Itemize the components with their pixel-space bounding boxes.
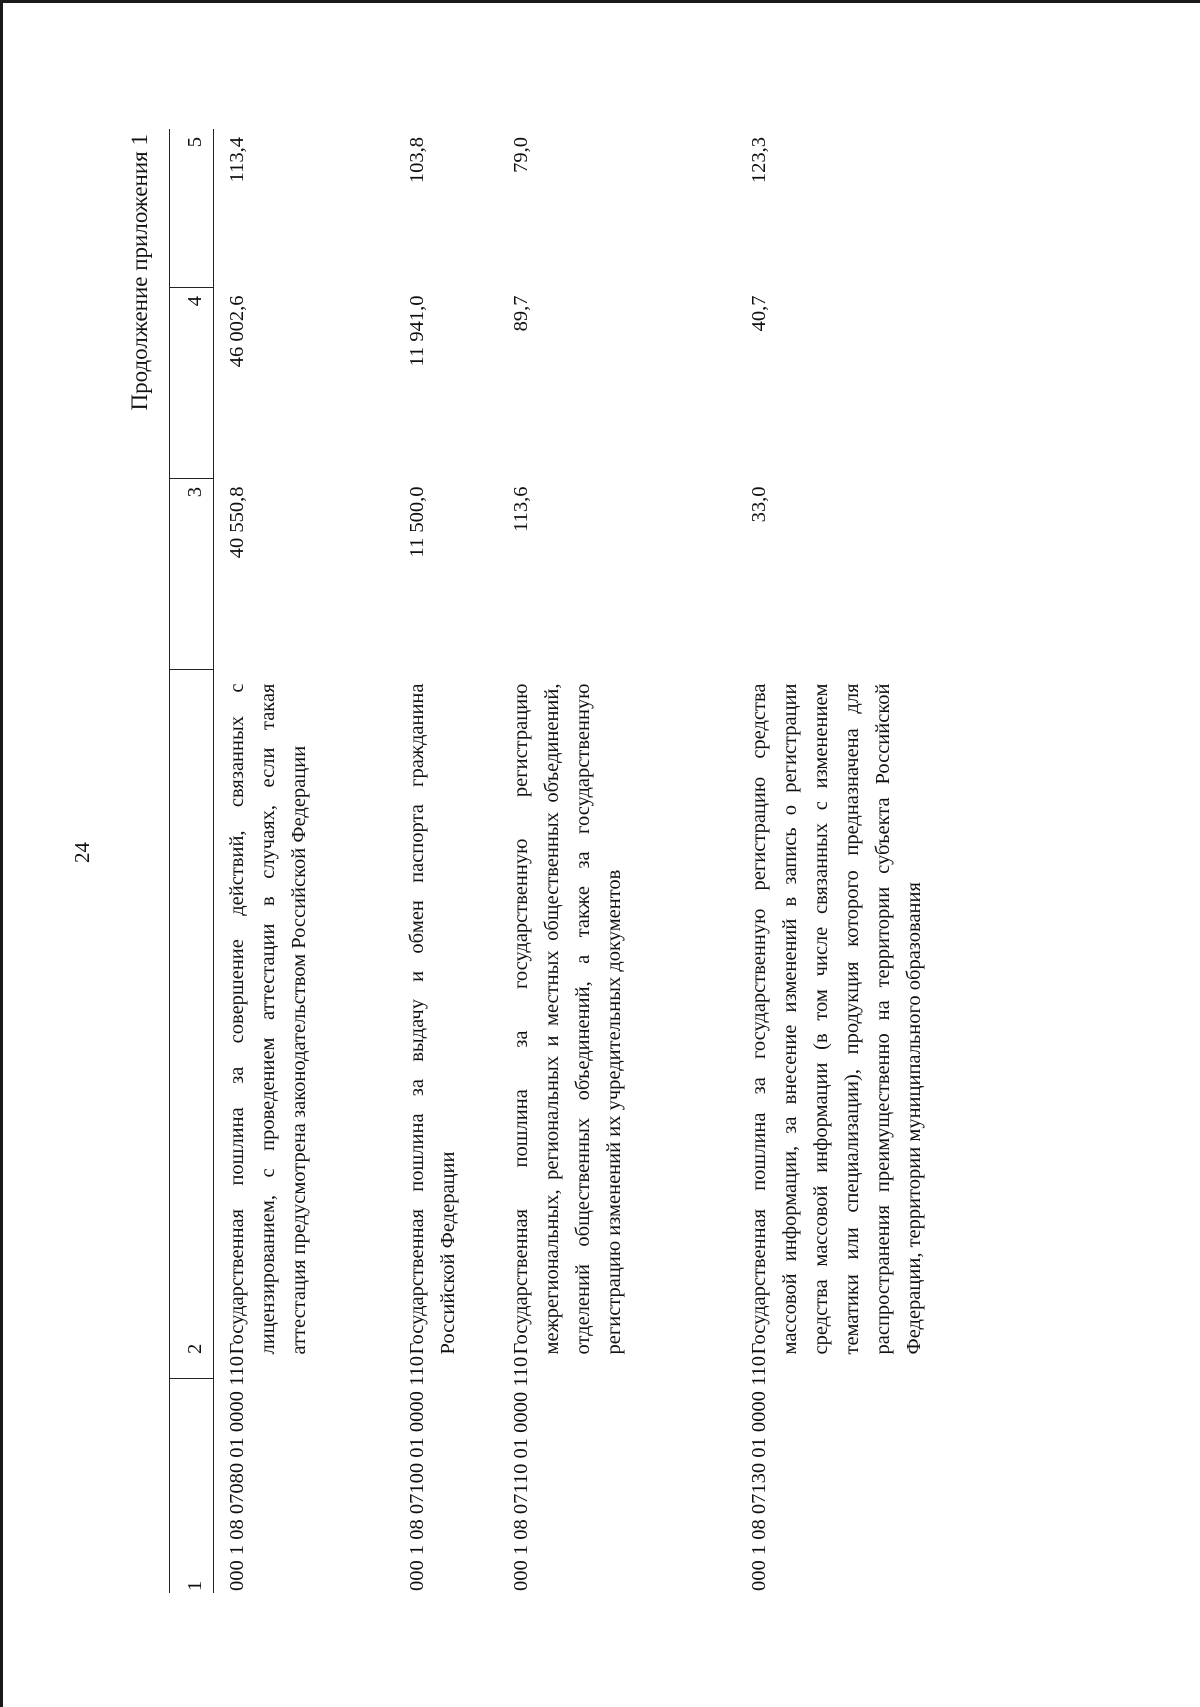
value-col5: 113,4 — [226, 137, 248, 183]
table-header-row — [170, 129, 214, 1593]
column-header-4: 4 — [170, 288, 214, 479]
budget-code: 000 1 08 07110 01 0000 110 — [510, 1356, 532, 1591]
revenue-table — [169, 129, 1124, 1593]
value-col3: 113,6 — [510, 486, 532, 532]
value-col3: 33,0 — [748, 486, 770, 523]
value-col5: 123,3 — [748, 137, 770, 184]
table-row — [394, 129, 498, 1593]
value-col4: 46 002,6 — [226, 295, 248, 368]
value-col4: 40,7 — [748, 295, 770, 332]
column-header-1: 1 — [170, 1379, 214, 1594]
table-row — [736, 129, 1124, 1593]
scan-edge-left — [0, 0, 3, 1707]
column-header-3: 3 — [170, 479, 214, 670]
rotated-sheet — [127, 133, 1087, 1593]
value-col5: 103,8 — [406, 137, 428, 184]
revenue-description: Государственная пошлина за государственную регистрацию межрегиональных, региональных и местных общественных объединений, отделений общественных объединений, а также за государственную регистрацию изменений их учредительных документов — [510, 683, 625, 1355]
scan-edge-top — [0, 0, 1200, 3]
continuation-label: Продолжение приложения 1 — [127, 134, 152, 411]
column-header-2: 2 — [170, 670, 214, 1379]
revenue-description: Государственная пошлина за государственную регистрацию средства массовой информации, за внесение изменений в запись о регистрации средства массовой информации (в том числе связанных с изменением тематики или специализации), продукция которого предназначена для распространения преимущественно на территории субъекта Российской Федерации, территории муниципального образования — [748, 683, 925, 1355]
revenue-description: Государственная пошлина за выдачу и обмен паспорта гражданина Российской Федерации — [406, 683, 459, 1355]
budget-code: 000 1 08 07130 01 0000 110 — [748, 1356, 770, 1591]
table-row — [214, 129, 395, 1593]
value-col4: 11 941,0 — [406, 295, 428, 367]
page-number: 24 — [70, 842, 94, 863]
budget-code: 000 1 08 07080 01 0000 110 — [226, 1356, 248, 1591]
value-col5: 79,0 — [510, 137, 532, 173]
value-col3: 40 550,8 — [226, 486, 248, 559]
revenue-description: Государственная пошлина за совершение действий, связанных с лицензированием, с проведением аттестации в случаях, если такая аттестация предусмотрена законодательством Российской Федерации — [226, 683, 310, 1355]
value-col3: 11 500,0 — [406, 486, 428, 558]
budget-code: 000 1 08 07100 01 0000 110 — [406, 1356, 428, 1591]
value-col4: 89,7 — [510, 295, 532, 332]
table-row — [498, 129, 736, 1593]
column-header-5: 5 — [170, 129, 214, 288]
